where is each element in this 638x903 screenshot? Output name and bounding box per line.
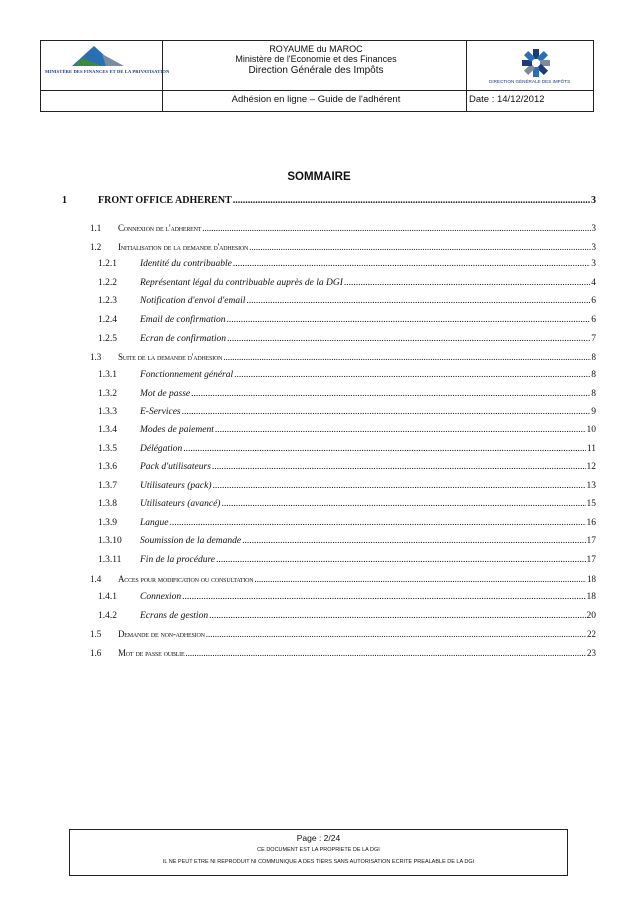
toc-entry[interactable] [98, 462, 596, 476]
toc-page-number: 13 [586, 481, 596, 491]
toc-label: Connexion [140, 592, 182, 602]
toc-page-number: 18 [587, 574, 596, 584]
toc-leader-dots [223, 352, 590, 362]
toc-label: Utilisateurs (pack) [140, 481, 212, 491]
toc-entry[interactable] [62, 195, 596, 209]
toc-page-number: 9 [591, 407, 596, 417]
toc-number: 1.3.5 [98, 444, 117, 454]
toc-number: 1.2.1 [98, 259, 117, 269]
dgi-logo-text: DIRECTION GÉNÉRALE DES IMPÔTS [489, 79, 571, 84]
toc-number: 1.6 [90, 648, 102, 658]
toc-entry[interactable] [98, 518, 596, 532]
toc-entry[interactable] [98, 259, 596, 273]
toc-leader-dots [170, 518, 586, 528]
toc-leader-dots [185, 648, 586, 658]
toc-number: 1.3 [90, 352, 102, 362]
page-number: Page : 2/24 [296, 833, 341, 843]
toc-label: Modes de paiement [140, 425, 214, 435]
toc-leader-dots [215, 425, 586, 435]
toc-number: 1.4.2 [98, 611, 117, 621]
toc-entry[interactable] [90, 223, 596, 237]
toc-entry[interactable] [98, 389, 596, 403]
document-subtitle: Adhésion en ligne – Guide de l'adhérent [231, 94, 401, 105]
toc-label: Fin de la procédure [140, 555, 216, 565]
toc-number: 1.3.2 [98, 389, 117, 399]
toc-page-number: 6 [591, 296, 596, 306]
toc-label: Email de confirmation [140, 315, 226, 325]
toc-leader-dots [242, 536, 585, 546]
toc-number: 1.2.3 [98, 296, 117, 306]
toc-number: 1.3.1 [98, 370, 117, 380]
toc-leader-dots [213, 481, 586, 491]
toc-page-number: 15 [586, 499, 596, 509]
toc-page-number: 17 [586, 536, 596, 546]
toc-entry[interactable] [98, 481, 596, 495]
toc-entry[interactable] [90, 242, 596, 256]
toc-leader-dots [254, 574, 586, 584]
toc-page-number: 8 [591, 370, 596, 380]
toc-number: 1.2 [90, 242, 102, 252]
toc-page-number: 7 [591, 334, 596, 344]
toc-entry[interactable] [90, 648, 596, 662]
toc-entry[interactable] [98, 296, 596, 310]
toc-label: Représentant légal du contribuable auprès de la DGI [140, 278, 343, 288]
toc-label: Ecran de confirmation [140, 334, 227, 344]
toc-number: 1.4.1 [98, 592, 117, 602]
toc-leader-dots [191, 389, 590, 399]
toc-page-number: 23 [587, 648, 596, 658]
header-divider [162, 41, 163, 111]
toc-page-number: 3 [591, 223, 596, 233]
header-directorate: Direction Générale des Impôts [248, 65, 384, 76]
toc-page-number: 3 [591, 259, 596, 269]
header-ministry: Ministère de l'Economie et des Finances [235, 54, 397, 64]
toc-page-number: 12 [586, 462, 596, 472]
toc-label: E-Services [140, 407, 181, 417]
toc-leader-dots [183, 444, 586, 454]
toc-number: 1.3.10 [98, 536, 122, 546]
toc-entry[interactable] [98, 499, 596, 513]
toc-page-number: 17 [586, 555, 596, 565]
toc-entry[interactable] [98, 536, 596, 550]
toc-leader-dots [234, 370, 590, 380]
toc-entry[interactable] [90, 352, 596, 366]
toc-label: Mot de passe [140, 389, 191, 399]
toc-leader-dots [209, 611, 585, 621]
toc-page-number: 22 [587, 629, 596, 639]
toc-number: 1.3.3 [98, 407, 117, 417]
toc-page-number: 10 [586, 425, 596, 435]
toc-leader-dots [182, 407, 591, 417]
footer-property-notice: CE DOCUMENT EST LA PROPRIETE DE LA DGI [257, 847, 380, 853]
toc-page-number: 3 [591, 195, 596, 206]
toc-number: 1.5 [90, 629, 102, 639]
toc-entry[interactable] [98, 407, 596, 421]
toc-label: Fonctionnement général [140, 370, 234, 380]
toc-entry[interactable] [98, 444, 596, 458]
toc-number: 1.3.4 [98, 425, 117, 435]
toc-label: Pack d'utilisateurs [140, 462, 211, 472]
toc-label: Mot de passe oublie [118, 648, 185, 658]
toc-leader-dots [216, 555, 585, 565]
toc-entry[interactable] [98, 555, 596, 569]
toc-label: Langue [140, 518, 169, 528]
toc-entry[interactable] [98, 425, 596, 439]
toc-label: Initialisation de la demande d'adhesion [118, 242, 249, 252]
toc-leader-dots [221, 499, 585, 509]
toc-page-number: 20 [586, 611, 596, 621]
toc-number: 1.3.7 [98, 481, 117, 491]
toc-label: Acces pour modification ou consultation [118, 574, 254, 584]
toc-page-number: 4 [591, 278, 596, 288]
toc-page-number: 8 [591, 352, 596, 362]
toc-entry[interactable] [98, 315, 596, 329]
toc-leader-dots [212, 462, 586, 472]
toc-page-number: 6 [591, 315, 596, 325]
toc-leader-dots [182, 592, 585, 602]
toc-label: Soumission de la demande [140, 536, 242, 546]
toc-label: FRONT OFFICE ADHERENT [98, 195, 232, 206]
toc-entry[interactable] [90, 574, 596, 588]
toc-label: Identité du contribuable [140, 259, 232, 269]
toc-entry[interactable] [98, 334, 596, 348]
page-title: SOMMAIRE [287, 171, 351, 183]
toc-number: 1.1 [90, 223, 102, 233]
toc-label: Notification d'envoi d'email [140, 296, 246, 306]
toc-entry[interactable] [98, 611, 596, 625]
toc-number: 1.3.9 [98, 518, 117, 528]
toc-leader-dots [246, 296, 590, 306]
toc-number: 1.3.11 [98, 555, 122, 565]
toc-label: Suite de la demande d'adhesion [118, 352, 223, 362]
toc-leader-dots [233, 259, 590, 269]
toc-entry[interactable] [98, 592, 596, 606]
toc-label: Demande de non-adhesion [118, 629, 205, 639]
toc-entry[interactable] [90, 629, 596, 643]
toc-number: 1.2.5 [98, 334, 117, 344]
toc-number: 1.3.6 [98, 462, 117, 472]
document-header [40, 40, 594, 112]
toc-leader-dots [249, 242, 590, 252]
ministry-logo-text: MINISTÈRE DES FINANCES ET DE LA PRIVATISATION [45, 69, 170, 74]
toc-label: Délégation [140, 444, 183, 454]
toc-label: Connexion de l'adherent [118, 223, 202, 233]
toc-leader-dots [233, 195, 590, 206]
toc-page-number: 16 [586, 518, 596, 528]
toc-number: 1.4 [90, 574, 102, 584]
toc-label: Ecrans de gestion [140, 611, 209, 621]
document-footer [69, 829, 568, 876]
header-divider [41, 90, 593, 91]
toc-leader-dots [344, 278, 590, 288]
toc-page-number: 11 [586, 444, 596, 454]
header-kingdom: ROYAUME du MAROC [269, 44, 363, 54]
ministry-logo [44, 44, 170, 88]
toc-number: 1 [62, 195, 67, 206]
toc-leader-dots [227, 334, 590, 344]
toc-leader-dots [206, 629, 586, 639]
toc-label: Utilisateurs (avancé) [140, 499, 221, 509]
toc-entry[interactable] [98, 370, 596, 384]
toc-entry[interactable] [98, 278, 596, 292]
header-divider [466, 41, 467, 111]
toc-leader-dots [227, 315, 591, 325]
footer-reproduction-notice: IL NE PEUT ETRE NI REPRODUIT NI COMMUNIQUE A DES TIERS SANS AUTORISATION ECRITE PREALABLE DE LA DGI [162, 859, 475, 865]
toc-number: 1.3.8 [98, 499, 117, 509]
toc-page-number: 8 [591, 389, 596, 399]
toc-page-number: 3 [591, 242, 596, 252]
toc-number: 1.2.2 [98, 278, 117, 288]
document-date: Date : 14/12/2012 [469, 94, 545, 105]
toc-leader-dots [202, 223, 590, 233]
toc-page-number: 18 [586, 592, 596, 602]
toc-number: 1.2.4 [98, 315, 117, 325]
